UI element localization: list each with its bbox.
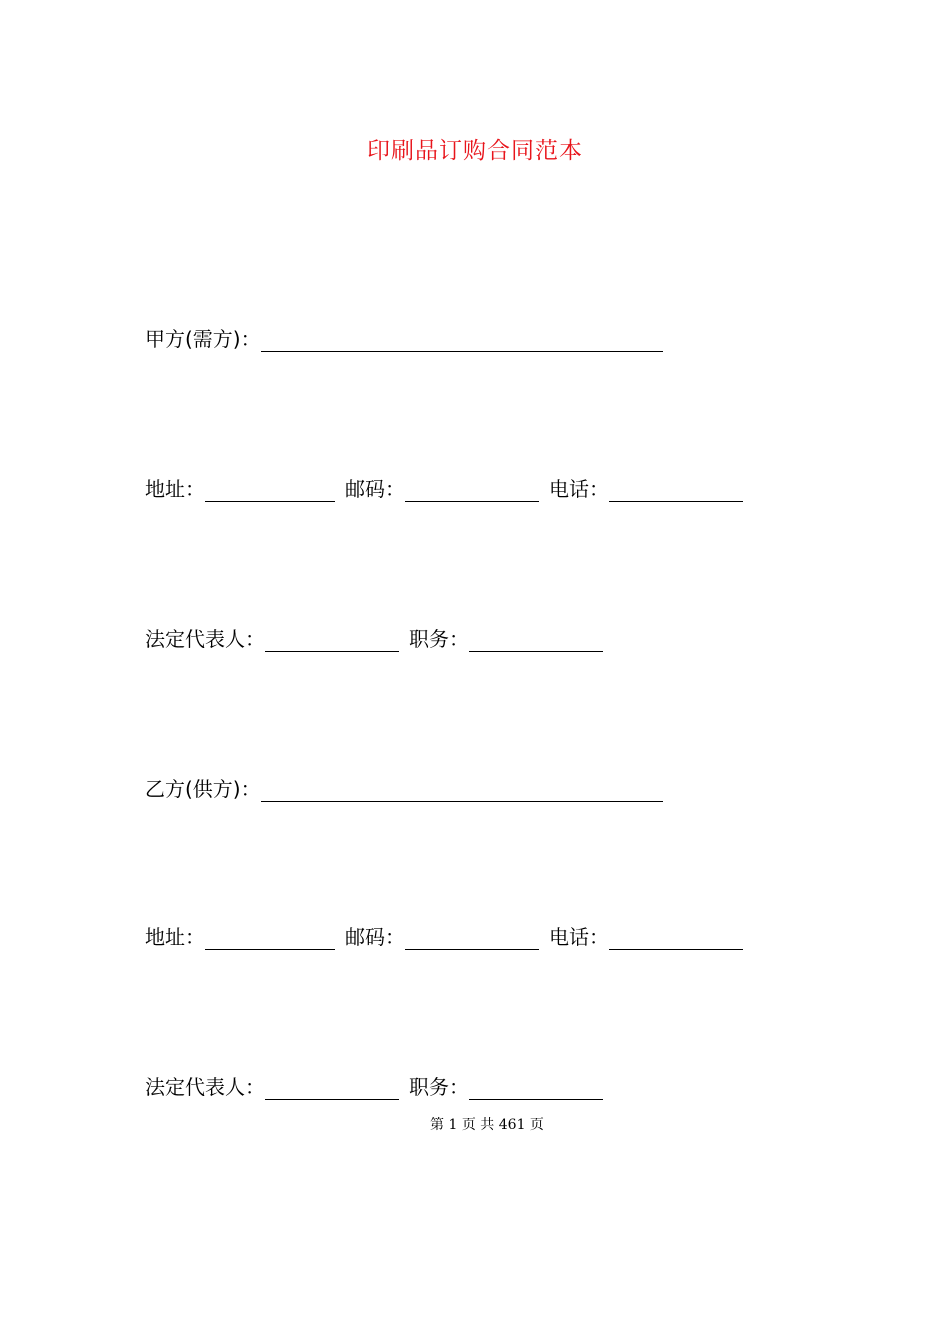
party-b-address-field[interactable] (205, 927, 335, 950)
party-a-postcode-label: 邮码： (345, 477, 405, 501)
party-b-position-label: 职务： (409, 1075, 469, 1099)
party-a-postcode-field[interactable] (405, 479, 539, 502)
party-b-rep-row (145, 1070, 603, 1100)
party-b-name-row (145, 772, 663, 802)
party-b-rep-label: 法定代表人： (145, 1075, 265, 1099)
party-b-postcode-field[interactable] (405, 927, 539, 950)
party-a-name-row (145, 322, 663, 352)
party-b-address-label: 地址： (145, 925, 205, 949)
party-b-phone-label: 电话： (549, 925, 609, 949)
party-a-address-label: 地址： (145, 477, 205, 501)
party-a-rep-row (145, 622, 603, 652)
party-b-position-field[interactable] (469, 1077, 603, 1100)
party-a-rep-label: 法定代表人： (145, 627, 265, 651)
party-a-address-field[interactable] (205, 479, 335, 502)
party-b-contact-row (145, 920, 743, 950)
page-number: 第 1 页 共 461 页 (430, 1117, 544, 1133)
party-a-contact-row (145, 472, 743, 502)
party-b-name-label: 乙方(供方)： (145, 777, 261, 801)
party-a-phone-field[interactable] (609, 479, 743, 502)
party-a-rep-field[interactable] (265, 629, 399, 652)
party-b-phone-field[interactable] (609, 927, 743, 950)
document-title: 印刷品订购合同范本 (367, 138, 583, 164)
party-a-name-field[interactable] (261, 329, 663, 352)
party-b-rep-field[interactable] (265, 1077, 399, 1100)
party-a-phone-label: 电话： (549, 477, 609, 501)
party-b-name-field[interactable] (261, 779, 663, 802)
party-a-name-label: 甲方(需方)： (145, 327, 261, 351)
party-a-position-label: 职务： (409, 627, 469, 651)
party-a-position-field[interactable] (469, 629, 603, 652)
party-b-postcode-label: 邮码： (345, 925, 405, 949)
